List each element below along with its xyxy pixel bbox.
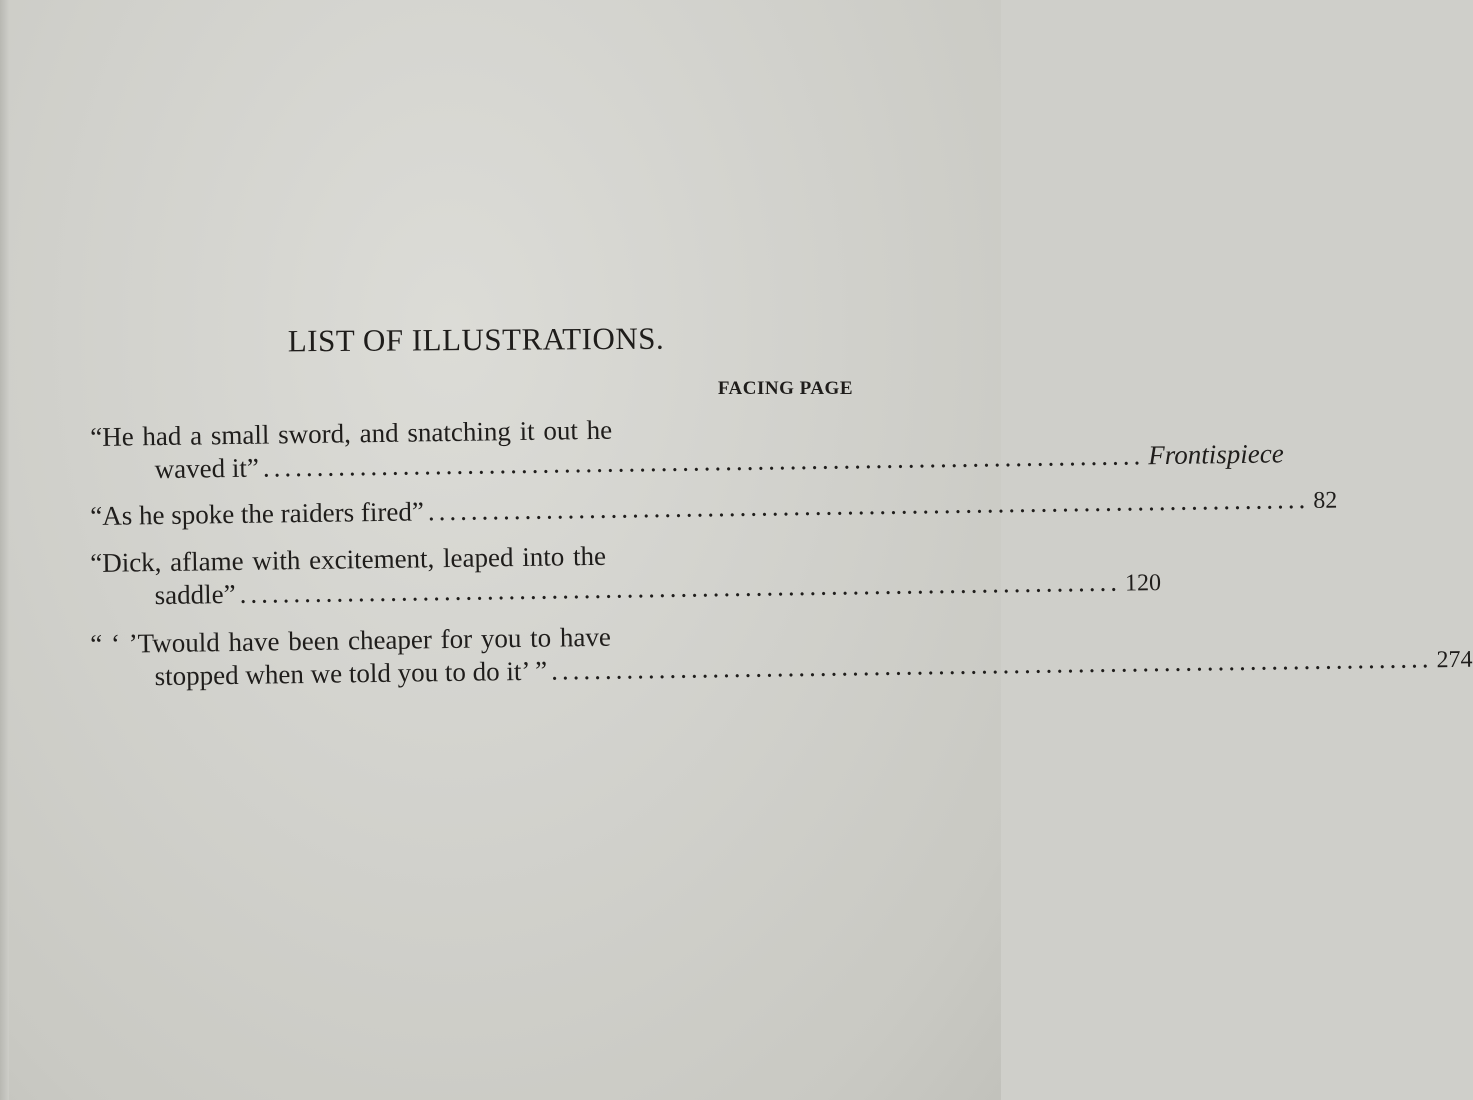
illustration-entry (90, 410, 1284, 487)
entry-caption-continued: stopped when we told you to do it’ ” (154, 655, 548, 692)
entry-caption-continued: saddle” (154, 578, 236, 611)
entry-caption: “He had a small sword, and snatching it out he (90, 414, 613, 452)
entry-page: 82 (1313, 487, 1338, 514)
column-header: FACING PAGE (717, 378, 853, 399)
entry-caption: “Dick, aflame with excitement, leaped into the (90, 540, 607, 578)
entry-page: Frontispiece (1148, 438, 1284, 471)
entry-caption: “ ‘ ’Twould have been cheaper for you to have (90, 621, 612, 659)
entry-caption-line (90, 483, 1338, 535)
entry-caption: “As he spoke the raiders fired” (90, 496, 425, 531)
dot-leader: .................................................................................. (262, 440, 1145, 483)
entry-caption-continued: waved it” (154, 452, 260, 485)
illustration-entry (90, 536, 1162, 615)
page-edge (0, 0, 9, 1100)
entry-page: 274 (1436, 646, 1473, 674)
dot-leader: .................................................................................. (239, 566, 1122, 609)
page-title: LIST OF ILLUSTRATIONS. (287, 320, 665, 359)
illustration-entry (90, 483, 1338, 535)
illustration-entry (90, 617, 1473, 696)
dot-leader: .................................................................................. (427, 483, 1310, 527)
entry-page: 120 (1124, 570, 1162, 597)
dot-leader: .................................................................................. (550, 643, 1433, 686)
